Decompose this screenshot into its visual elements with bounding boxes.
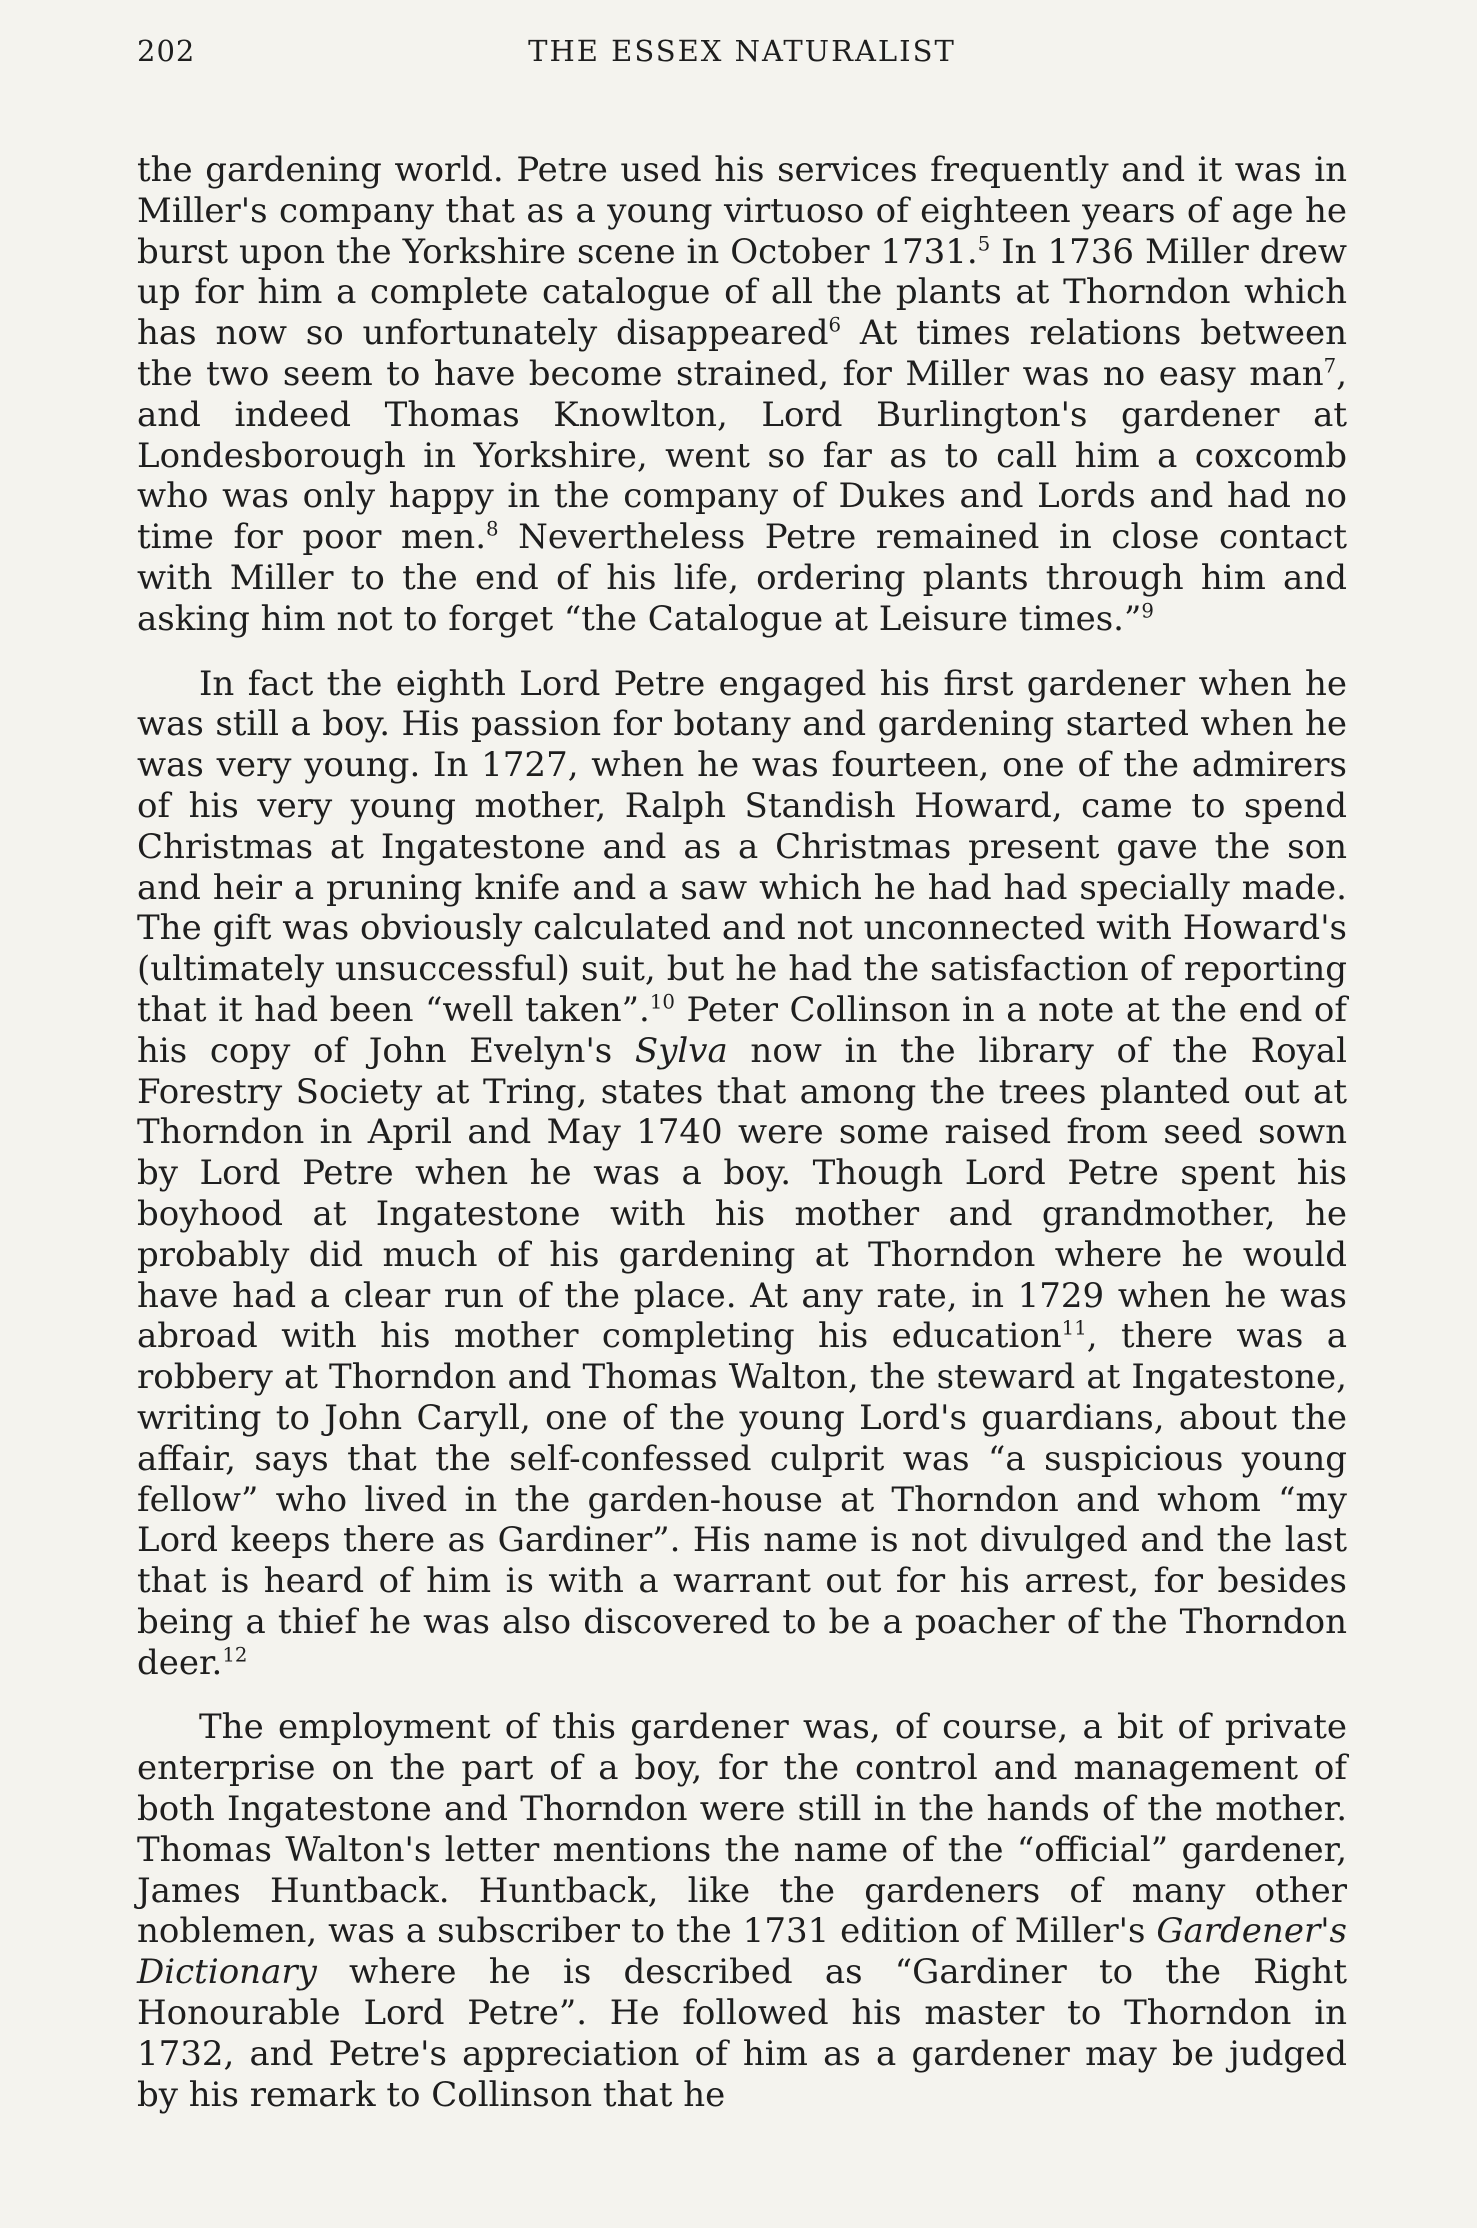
journal-title: THE ESSEX NATURALIST [528, 34, 956, 68]
footnote-ref: 7 [1323, 354, 1337, 378]
footnote-ref: 10 [649, 990, 675, 1014]
italic-title: Gardener's Dictionary [137, 1911, 1347, 1993]
text-run: where he is described as “Gardiner to the Right Honourable Lord Petre”. He followed his master to Thorndon in 1732, and Petre's appreciation of him as a gardener may be judged by his remark to Collinson that he [137, 1952, 1347, 2115]
paragraph [137, 1707, 1347, 2115]
text-run: The employment of this gardener was, of course, a bit of private enterprise on the part of a boy, for the control and management of both Ingatestone and Thorndon were still in the hands of the mother. Thomas Walton's letter mentions the name of the “official” gardener, James Huntback. Huntback, like the gardeners of many other noblemen, was a subscriber to the 1731 edition of Miller's [137, 1707, 1347, 1952]
text-run: now in the library of the Royal Forestry Society at Tring, states that among the trees planted out at Thorndon in April and May 1740 were some raised from seed sown by Lord Petre when he was a boy. Though Lord Petre spent his boyhood at Ingatestone with his mother and grandmother, he probably did much of his gardening at Thorndon where he would have had a clear run of the place. At any rate, in 1729 when he was abroad with his mother completing his education [137, 1030, 1347, 1357]
page-number: 202 [137, 34, 196, 68]
paragraph [137, 150, 1347, 640]
page [137, 34, 1347, 2115]
running-head [137, 34, 1347, 74]
body-text [137, 150, 1347, 2115]
text-run: In 1736 Miller drew up for him a complete catalogue of all the plants at Thorndon which has now so unfortunately disappeared [137, 231, 1347, 354]
text-run: , there was a robbery at Thorndon and Thomas Walton, the steward at Ingatestone, writing to John Caryll, one of the young Lord's guardians, about the affair, says that the self-confessed culprit was “a suspicious young fellow” who lived in the garden-house at Thorndon and whom “my Lord keeps there as Gardiner”. His name is not divulged and the last that is heard of him is with a warrant out for his arrest, for besides being a thief he was also discovered to be a poacher of the Thorndon deer. [137, 1316, 1347, 1683]
italic-title: Sylva [634, 1030, 728, 1071]
footnote-ref: 11 [1061, 1316, 1087, 1340]
text-run: , and indeed Thomas Knowlton, Lord Burlington's gardener at Londesborough in Yorkshire, went so far as to call him a coxcomb who was only happy in the company of Dukes and Lords and had no time for poor men. [137, 353, 1347, 558]
footnote-ref: 8 [486, 517, 499, 541]
text-run: the gardening world. Petre used his services frequently and it was in Miller's company that as a young virtuoso of eighteen years of age he burst upon the Yorkshire scene in October 1731. [137, 150, 1347, 272]
text-run: Nevertheless Petre remained in close contact with Miller to the end of his life, ordering plants through him and asking him not to forget “the Catalogue at Leisure times.” [137, 517, 1348, 639]
footnote-ref: 12 [222, 1643, 248, 1667]
footnote-ref: 9 [1141, 599, 1154, 623]
text-run: At times relations between the two seem to have become strained, for Miller was no easy man [137, 313, 1347, 394]
footnote-ref: 6 [828, 313, 842, 337]
text-run: Peter Collinson in a note at the end of his copy of John Evelyn's [137, 989, 1347, 1071]
footnote-ref: 5 [977, 232, 991, 256]
paragraph [137, 664, 1347, 1684]
text-run: In fact the eighth Lord Petre engaged his first gardener when he was still a boy. His passion for botany and gardening started when he was very young. In 1727, when he was fourteen, one of the admirers of his very young mother, Ralph Standish Howard, came to spend Christmas at Ingatestone and as a Christmas present gave the son and heir a pruning knife and a saw which he had had specially made. The gift was obviously calculated and not unconnected with Howard's (ultimately unsuccessful) suit, but he had the satisfaction of reporting that it had been “well taken”. [137, 663, 1347, 1030]
